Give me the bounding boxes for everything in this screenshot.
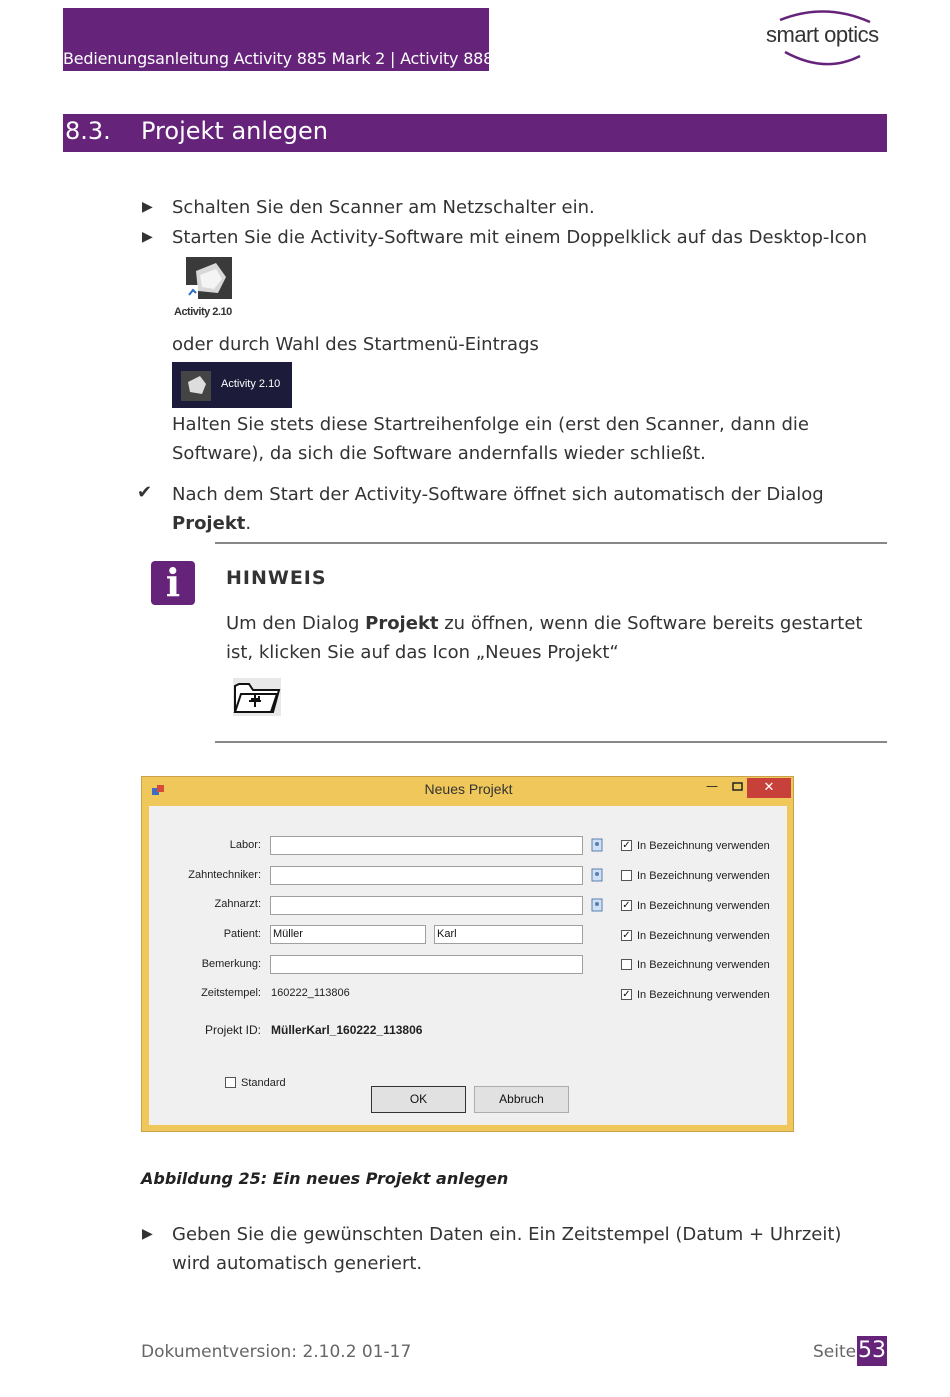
standard-label: Standard: [241, 1077, 286, 1089]
checkbox-label: In Bezeichnung verwenden: [637, 870, 770, 882]
page-label: Seite: [813, 1342, 857, 1362]
step-result: [172, 480, 887, 538]
address-book-icon[interactable]: [591, 838, 603, 852]
activity-desktop-icon: [172, 255, 246, 325]
figure-caption: Abbildung 25: Ein neues Projekt anlegen: [141, 1169, 509, 1188]
label-zahnarzt: Zahnarzt:: [214, 898, 261, 910]
step-2c: Halten Sie stets diese Startreihenfolge ein (erst den Scanner, dann die Software), da sich die Software andernfalls wieder schließt.: [172, 414, 809, 464]
checkbox-label: In Bezeichnung verwenden: [637, 900, 770, 912]
new-project-folder-icon: [229, 672, 283, 718]
smart-optics-logo: [760, 8, 890, 68]
address-book-icon[interactable]: [591, 898, 603, 912]
checkbox-labor[interactable]: ✓: [622, 840, 631, 851]
checkbox-zahntechniker[interactable]: [621, 870, 632, 881]
section-title: Projekt anlegen: [141, 117, 329, 145]
hint-text: [226, 609, 876, 667]
neues-projekt-dialog: [141, 776, 794, 1132]
label-zahntechniker: Zahntechniker:: [188, 869, 261, 881]
labor-input[interactable]: [270, 836, 583, 855]
startmenu-entry: [172, 362, 292, 408]
header-title: Bedienungsanleitung Activity 885 Mark 2 | Activity 888: [63, 49, 494, 68]
cancel-button[interactable]: Abbruch: [474, 1086, 569, 1113]
label-zeitstempel: Zeitstempel:: [201, 987, 261, 999]
checkbox-standard[interactable]: [225, 1077, 236, 1088]
hint-text-post: zu öffnen, wenn die Software bereits gestartet ist, klicken Sie auf das Icon „Neues Projekt“: [226, 613, 863, 663]
logo-text: smart optics: [766, 22, 879, 47]
hint-text-bold: Projekt: [365, 613, 439, 634]
checkbox-patient[interactable]: ✓: [622, 930, 631, 941]
dialog-body: [149, 806, 787, 1125]
bemerkung-input[interactable]: [270, 955, 583, 974]
label-labor: Labor:: [229, 839, 261, 851]
result-bold: Projekt: [172, 513, 246, 534]
checkbox-label: In Bezeichnung verwenden: [637, 930, 770, 942]
step-2b: oder durch Wahl des Startmenü-Eintrags: [172, 334, 539, 355]
dialog-title: Neues Projekt: [424, 781, 513, 797]
hint-text-pre: Um den Dialog: [226, 613, 366, 634]
section-number: 8.3.: [65, 117, 111, 145]
document-version: Dokumentversion: 2.10.2 01-17: [141, 1342, 412, 1362]
minimize-button[interactable]: —: [706, 779, 718, 793]
section-heading: [63, 114, 887, 152]
bullet-arrow-icon: ▶: [142, 1226, 153, 1242]
checkbox-zahnarzt[interactable]: ✓: [622, 900, 631, 911]
checkbox-label: In Bezeichnung verwenden: [637, 840, 770, 852]
address-book-icon[interactable]: [591, 868, 603, 882]
zeitstempel-value: 160222_113806: [271, 987, 350, 999]
zahntechniker-input[interactable]: [270, 866, 583, 885]
label-patient: Patient:: [223, 928, 261, 940]
step-1: Schalten Sie den Scanner am Netzschalter ein.: [172, 197, 595, 218]
hint-bottom-rule: [215, 741, 887, 743]
checkbox-label: In Bezeichnung verwenden: [637, 989, 770, 1001]
patient-lastname-input[interactable]: Müller: [270, 925, 426, 944]
zahnarzt-input[interactable]: [270, 896, 583, 915]
bullet-arrow-icon: ▶: [142, 199, 153, 215]
hint-title: HINWEIS: [226, 567, 327, 589]
startmenu-label: Activity 2.10: [221, 378, 281, 390]
result-text: Nach dem Start der Activity-Software öffnet sich automatisch der Dialog: [172, 484, 824, 505]
checkbox-label: In Bezeichnung verwenden: [637, 959, 770, 971]
projekt-id-value: MüllerKarl_160222_113806: [271, 1023, 423, 1037]
checkbox-bemerkung[interactable]: [621, 959, 632, 970]
page-number: 53: [857, 1336, 887, 1366]
patient-firstname-input[interactable]: Karl: [434, 925, 583, 944]
step-2: Starten Sie die Activity-Software mit einem Doppelklick auf das Desktop-Icon: [172, 227, 867, 248]
bullet-arrow-icon: ▶: [142, 229, 153, 245]
ok-button[interactable]: OK: [371, 1086, 466, 1113]
label-projekt-id: Projekt ID:: [204, 1023, 261, 1037]
label-bemerkung: Bemerkung:: [201, 958, 261, 970]
info-icon: i: [151, 561, 195, 605]
check-icon: ✔: [137, 482, 153, 503]
result-end: .: [245, 513, 252, 534]
step-final: Geben Sie die gewünschten Daten ein. Ein Zeitstempel (Datum + Uhrzeit) wird automatisch generiert.: [172, 1224, 842, 1274]
close-button[interactable]: ✕: [747, 778, 791, 798]
desktop-icon-label: Activity 2.10: [174, 306, 232, 318]
hint-top-rule: [215, 542, 887, 544]
checkbox-zeitstempel[interactable]: ✓: [622, 989, 631, 1000]
